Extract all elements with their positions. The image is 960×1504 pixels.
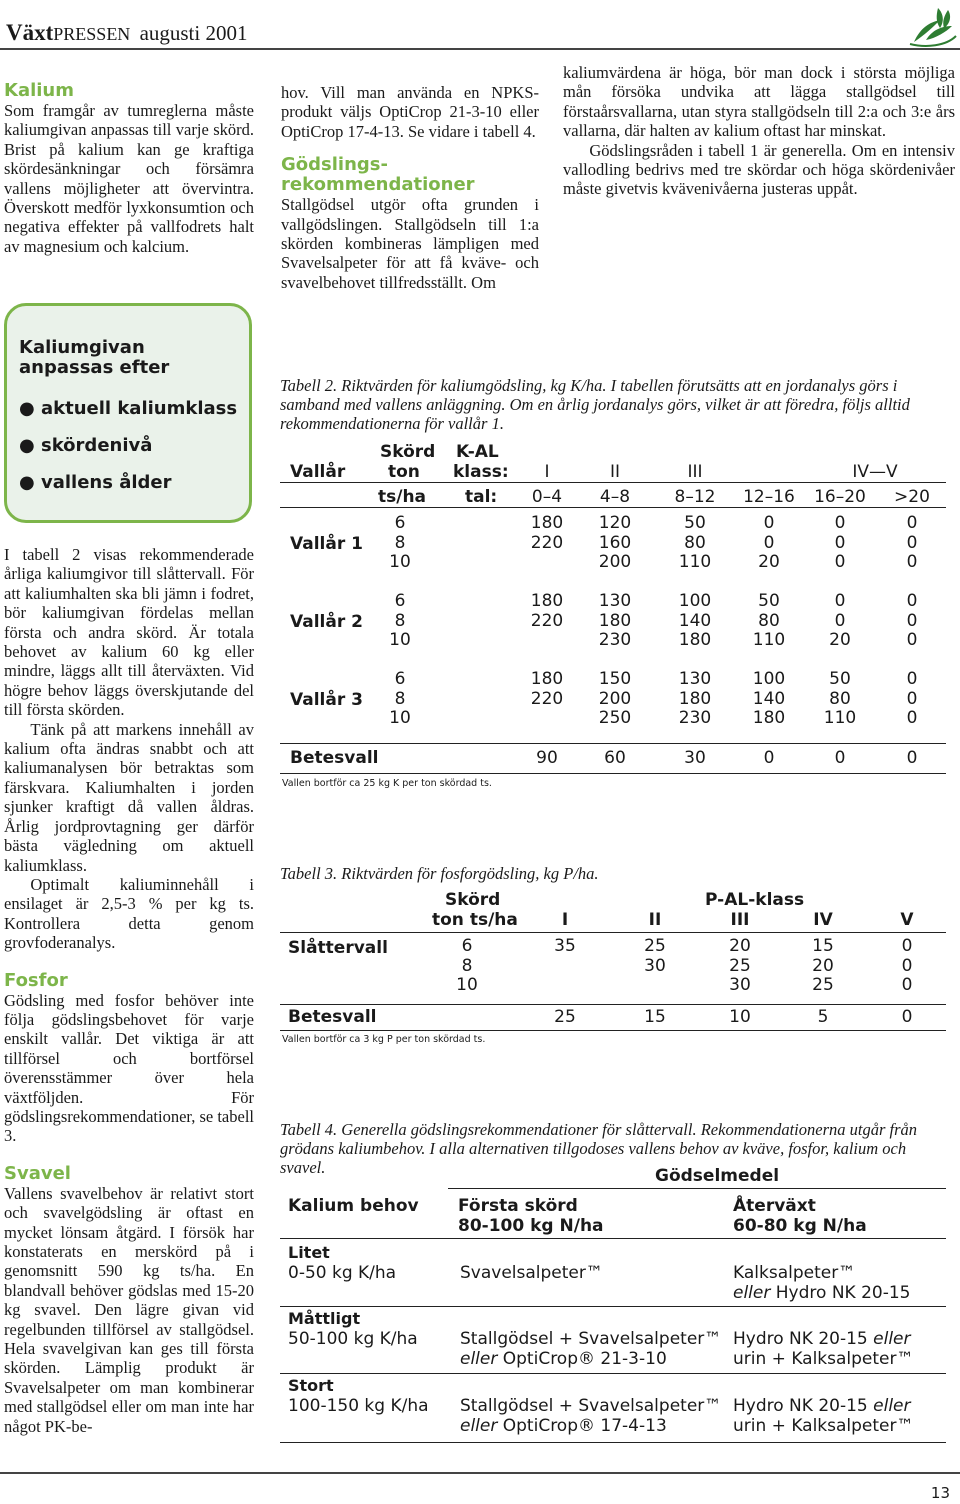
t2-rule-3 — [280, 743, 946, 744]
t2-betesvall-5: 0 — [834, 748, 846, 768]
t3-c3: 20 25 30 — [729, 936, 751, 996]
fosfor-heading: Fosfor — [4, 969, 68, 991]
t2-range-6: >20 — [894, 487, 930, 507]
box-item-3: ● vallens ålder — [19, 472, 172, 493]
t3-c1: 35 — [554, 936, 576, 956]
t2-range-4: 12–16 — [743, 487, 795, 507]
header-rule — [0, 48, 960, 50]
t3-class-III: III — [730, 910, 750, 930]
t2-row2-c3: 100 140 180 — [678, 591, 712, 651]
t2-row1-c4: 0 0 20 — [758, 513, 780, 573]
box-item-1: ● aktuell kaliumklass — [19, 398, 238, 419]
col3-text1: kaliumvärdena är höga, bör man dock i största möjliga mån försöka undvika att lägga stallgödsel till förstaårsvallarna, utan styra stallgödseln till 2:a och 3:e års vallarna, där halten av kalium oftast har minskat. — [563, 63, 955, 141]
t2-row2-c6: 0 0 0 — [906, 591, 918, 651]
t4-rule-5 — [280, 1442, 946, 1443]
table4 — [280, 1120, 955, 1460]
t4-h-forsta2: 80-100 kg N/ha — [458, 1216, 604, 1236]
box-item-2: ● skördenivå — [19, 435, 153, 456]
t2-betesvall-3: 30 — [684, 748, 706, 768]
t4-row3-forsta: Stallgödsel + Svavelsalpeter™ eller OptiCrop® 17-4-13 — [460, 1396, 722, 1436]
paragraph-2: Tänk på att markens innehåll av kalium ofta ändras snabbt och att kaliumanalysen bör betraktas som färskvara. Kaliumhalten i jorden sjunker kraftigt då vallen åldras. Årlig jordprovtagning ger därför bästa vägledning om aktuell kaliumklass. — [4, 719, 254, 875]
t2-h-tal: tal: — [465, 487, 498, 507]
t2-h-kal2: klass: — [453, 462, 509, 482]
column-1 — [4, 81, 254, 256]
t2-row1-c6: 0 0 0 — [906, 513, 918, 573]
t4-rule-2 — [280, 1238, 946, 1239]
brand-bold: Växt — [6, 20, 54, 45]
t2-betesvall-1: 90 — [536, 748, 558, 768]
t2-range-2: 4–8 — [599, 487, 631, 507]
t2-row1-c1: 180 220 — [530, 513, 564, 553]
t3-rule-3 — [280, 1030, 946, 1031]
t2-row3-label: Vallår 3 — [290, 690, 363, 710]
t3-betesvall-4: 5 — [817, 1007, 829, 1027]
t4-row1-kalium: Litet 0-50 kg K/ha — [288, 1243, 397, 1283]
t2-row3-c4: 100 140 180 — [752, 669, 786, 729]
t2-h-skord3: ts/ha — [378, 487, 427, 507]
t4-row2-forsta: Stallgödsel + Svavelsalpeter™ eller OptiCrop® 21-3-10 — [460, 1329, 722, 1369]
t3-rule-1 — [280, 932, 946, 933]
t2-row1-c5: 0 0 0 — [834, 513, 846, 573]
table3-caption: Tabell 3. Riktvärden för fosforgödsling, kg P/ha. — [280, 864, 599, 883]
fosfor-text: Gödsling med fosfor behöver inte följa gödslingsbehovet för varje enskilt vallår. Det viktiga är att tillförsel och bortförsel överensstämmer över hela växtföljden. För gödslingsrekommendationer, se tabell 3. — [4, 990, 254, 1146]
t2-row1-c3: 50 80 110 — [678, 513, 712, 573]
t4-row2-ater: Hydro NK 20-15 eller urin + Kalksalpeter™ — [733, 1329, 914, 1369]
paragraph-1: I tabell 2 visas rekommenderade årliga kaliumgivor till slåttervall. För att kaliumhalten ska bli jämn i fodret, bör kaliumgivan fördelas mellan första och andra skörd. Är totala behovet av kalium 60 kg eller mindre, läggs allt till återväxten. Vid högre behov läggs överskjutande del till första skörden. — [4, 545, 254, 720]
t3-betesvall-1: 25 — [554, 1007, 576, 1027]
t3-betesvall-5: 0 — [901, 1007, 913, 1027]
t2-rule-4 — [280, 773, 946, 774]
t4-row1-ater: Kalksalpeter™ eller Hydro NK 20-15 — [733, 1263, 911, 1303]
table4-caption: Tabell 4. Generella gödslingsrekommendationer för slåttervall. Rekommendationerna utgår från grödans kaliumbehov. I alla alternativen tillgodoses vallens behov av kväve, fosfor, kalium och svavel. — [280, 1120, 918, 1177]
brand-rest: PRESSEN — [53, 24, 131, 44]
t4-rule-1 — [448, 1188, 946, 1189]
t2-row2-c2: 130 180 230 — [598, 591, 632, 651]
t2-h-skord2: ton — [388, 462, 420, 482]
paragraph-3: Optimalt kaliuminnehåll i ensilaget är 2,5-3 % per kg ts. Kontrollera detta genom grovfoderanalys. — [4, 874, 254, 953]
t2-row3-c3: 130 180 230 — [678, 669, 712, 729]
t2-betesvall-2: 60 — [604, 748, 626, 768]
t2-row3-c5: 50 80 110 — [823, 669, 857, 729]
page-header — [6, 20, 247, 46]
kalium-heading: Kalium — [4, 80, 75, 101]
table3 — [280, 864, 955, 1054]
t2-betesvall-4: 0 — [763, 748, 775, 768]
t3-class-V: V — [900, 910, 914, 930]
t3-class-I: I — [561, 910, 569, 930]
t2-betesvall-6: 0 — [906, 748, 918, 768]
t3-class-IV: IV — [813, 910, 833, 930]
col2-text2: Stallgödsel utgör ofta grunden i vallgödslingen. Stallgödseln till 1:a skörden kombineras lämpligen med Svavelsalpeter för att få kväve- och svavelbehovet tillfredsställt. Om — [281, 195, 539, 292]
t2-betesvall-label: Betesvall — [290, 748, 379, 768]
t2-row2-c1: 180 220 — [530, 591, 564, 631]
t4-h-forsta1: Första skörd — [458, 1196, 578, 1216]
t2-class-I: I — [544, 462, 550, 482]
kalium-text: Som framgår av tumreglerna måste kaliumgivan anpassas till varje skörd. Brist på kalium kan ge kraftiga skördesänkningar och försämra vallens möjligheter att övervintra. Överskott medför lyxkonsumtion och negativa effekter på vallfodrets halt av magnesium och kalcium. — [4, 101, 254, 256]
t3-betesvall-2: 15 — [644, 1007, 666, 1027]
t2-row2-c4: 50 80 110 — [752, 591, 786, 651]
t2-row2-label: Vallår 2 — [290, 612, 363, 632]
t4-h-kalium: Kalium behov — [288, 1196, 419, 1216]
t3-c5: 0 0 0 — [901, 936, 913, 996]
t4-rule-4 — [280, 1373, 946, 1374]
t3-h-skord2: ton ts/ha — [432, 910, 518, 930]
t2-row3-c1: 180 220 — [530, 669, 564, 709]
t2-row3-c2: 150 200 250 — [598, 669, 632, 729]
t3-slattervall-label: Slåttervall — [288, 938, 388, 958]
t3-c4: 15 20 25 — [812, 936, 834, 996]
t2-h-skord1: Skörd — [380, 442, 436, 462]
t2-range-5: 16–20 — [814, 487, 866, 507]
t2-range-3: 8–12 — [674, 487, 716, 507]
t2-range-1: 0–4 — [531, 487, 563, 507]
t3-class-II: II — [648, 910, 662, 930]
t2-rule-2 — [280, 507, 946, 508]
col3-text2: Gödslingsråden i tabell 1 är generella. Om en intensiv vallodling bedrivs med tre skördar och höga skördenivåer måste givetvis kvävenivåerna justeras uppåt. — [563, 140, 955, 199]
box-item-1-label: aktuell kaliumklass — [40, 398, 238, 419]
godslings-heading: Gödslings-rekommendationer — [281, 154, 475, 196]
issue-date: augusti 2001 — [139, 21, 248, 45]
t3-skord: 6 8 10 — [456, 936, 478, 996]
leaf-logo-icon — [906, 2, 958, 48]
t2-row2-skord: 6 8 10 — [389, 591, 411, 651]
t2-class-IV-V: IV—V — [852, 462, 898, 482]
t2-row3-c6: 0 0 0 — [906, 669, 918, 729]
t2-h-vallar: Vallår — [290, 462, 346, 482]
col2-text1: hov. Vill man använda en NPKS-produkt väljs OptiCrop 21-3-10 eller OptiCrop 17-4-13. Se vidare i tabell 4. — [281, 83, 539, 141]
table2-caption: Tabell 2. Riktvärden för kaliumgödsling, kg K/ha. I tabellen förutsätts att en jordanalys görs i samband med vallens anläggning. Om en årlig jordanalys görs, vilket är att föredra, följs alltid rekommendationerna för vallår 1. — [280, 376, 910, 433]
t4-row3-ater: Hydro NK 20-15 eller urin + Kalksalpeter™ — [733, 1396, 914, 1436]
t4-rule-3 — [280, 1306, 946, 1307]
t2-row3-skord: 6 8 10 — [389, 669, 411, 729]
t3-betesvall-label: Betesvall — [288, 1007, 377, 1027]
t2-class-III: III — [687, 462, 703, 482]
column-1-lower — [4, 545, 254, 1436]
t3-c2: 25 30 — [644, 936, 666, 976]
column-3 — [563, 63, 955, 199]
t2-h-kal1: K-AL — [456, 442, 499, 462]
t4-row3-kalium: Stort 100-150 kg K/ha — [288, 1376, 429, 1416]
t2-note: Vallen bortför ca 25 kg K per ton skördad ts. — [282, 778, 492, 789]
box-item-2-label: skördenivå — [40, 435, 153, 456]
t2-row1-c2: 120 160 200 — [598, 513, 632, 573]
t3-betesvall-3: 10 — [729, 1007, 751, 1027]
t2-row1-label: Vallår 1 — [290, 534, 363, 554]
t4-h-ater1: Återväxt — [733, 1196, 816, 1216]
t4-h-ater2: 60-80 kg N/ha — [733, 1216, 867, 1236]
page-number: 13 — [930, 1484, 950, 1502]
table2 — [280, 376, 955, 796]
box-title: Kaliumgivan anpassas efter — [19, 337, 170, 378]
t4-h-godselmedel: Gödselmedel — [655, 1166, 780, 1186]
svavel-text: Vallens svavelbehov är relativt stort och svavelgödsling är oftast en mycket lönsam åtgärd. I försök har konstaterats en merskörd på i genomsnitt 590 kg ts/ha. En blandvall behöver gödslas med 15-20 kg svavel. Den lägre givan vid regelbunden tillförsel av stallgödsel. Hela svavelgivan kan ges till första skörden. Lämplig produkt är Svavelsalpeter om man kombinerar med stallgödsel eller om man inte har något PK-be- — [4, 1183, 254, 1436]
t3-note: Vallen bortför ca 3 kg P per ton skördad ts. — [282, 1034, 486, 1045]
footer-rule — [0, 1472, 960, 1474]
t3-h-pal: P-AL-klass — [705, 890, 805, 910]
t3-rule-2 — [280, 1004, 946, 1005]
t2-class-II: II — [609, 462, 621, 482]
t3-h-skord1: Skörd — [445, 890, 501, 910]
t2-rule-1 — [280, 482, 946, 483]
column-2 — [281, 83, 539, 292]
t2-row2-c5: 0 0 20 — [829, 591, 851, 651]
svavel-heading: Svavel — [4, 1162, 71, 1184]
t2-row1-skord: 6 8 10 — [389, 513, 411, 573]
kaliumgivan-box — [4, 303, 252, 523]
t4-row1-forsta: Svavelsalpeter™ — [460, 1263, 603, 1283]
box-item-3-label: vallens ålder — [40, 472, 172, 493]
t4-row2-kalium: Måttligt 50-100 kg K/ha — [288, 1309, 418, 1349]
